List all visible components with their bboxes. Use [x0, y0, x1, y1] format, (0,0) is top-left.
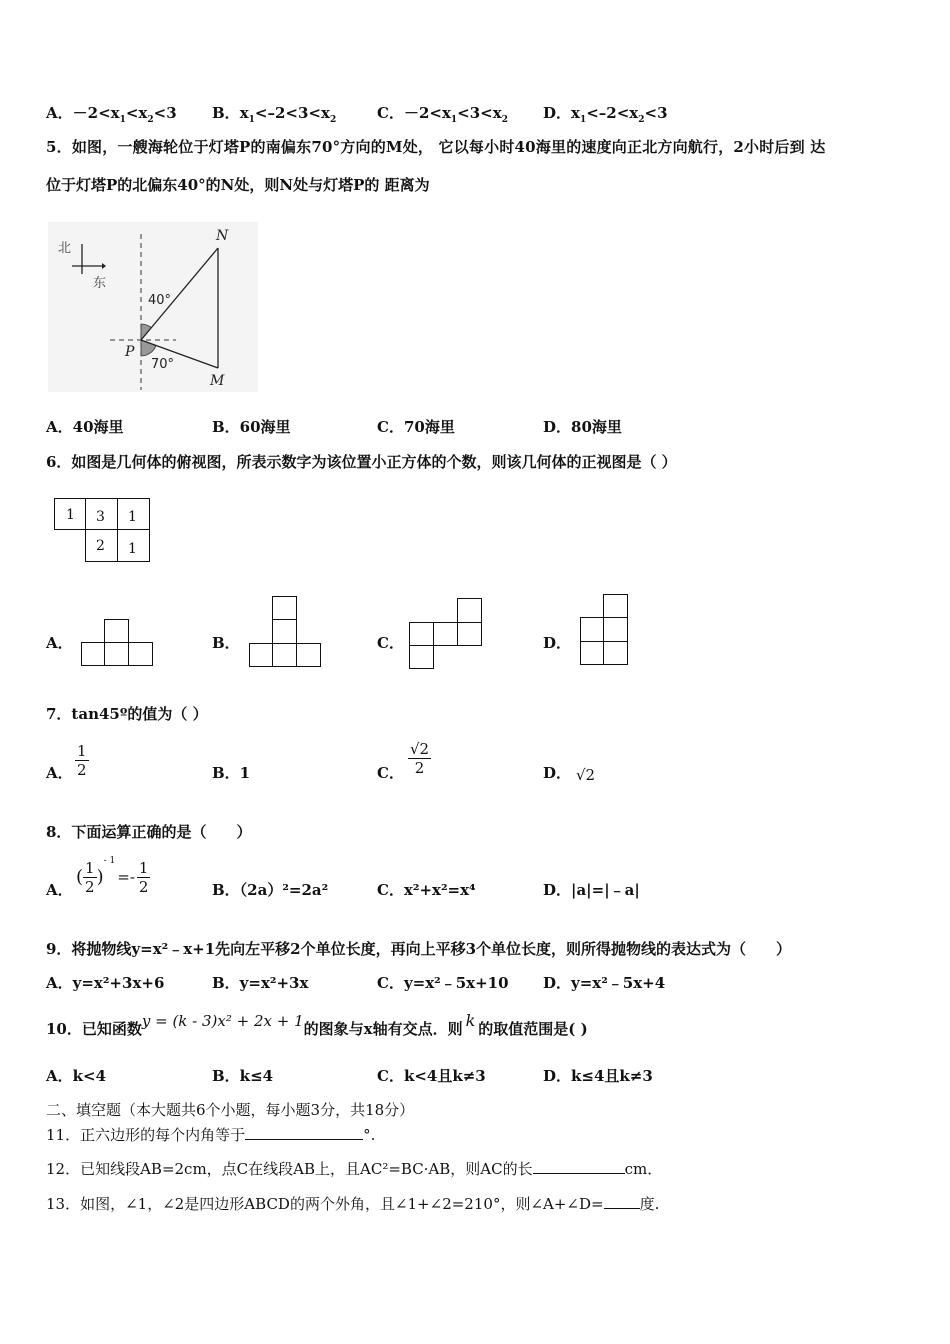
q7-option-c: C．	[377, 764, 404, 782]
q4-option-d: D．$x_1<-2<x_2<3$	[543, 104, 668, 125]
q11: 11．正六边形的每个内角等于 °.	[46, 1126, 376, 1144]
q7-option-d: D．	[543, 764, 572, 782]
q10-formula: y = (k - 3)x² + 2x + 1	[141, 1012, 304, 1030]
q9-option-d: D．y=x²﹣5x+4	[543, 974, 666, 992]
q7-option-b: B．1	[212, 764, 251, 782]
q7-option-a-fraction: $\frac{1}{2}$	[77, 742, 87, 779]
q12-answer-blank	[533, 1159, 625, 1174]
north-label: 北	[58, 241, 72, 256]
grid-number: 1	[66, 507, 75, 523]
q4-option-b: B．$x_1<-2<3<x_2$	[212, 104, 337, 125]
q6-option-a-label: A．	[46, 634, 73, 652]
q5-option-d: D．80海里	[543, 418, 622, 436]
q5-stem-line2: 位于灯塔P的北偏东40°的N处，则N处与灯塔P的 距离为	[46, 176, 430, 194]
point-M-label: M	[210, 373, 225, 389]
q5-figure	[48, 222, 258, 392]
q5-option-b: B．60海里	[212, 418, 291, 436]
q10-option-c: C．k<4且k≠3	[377, 1067, 486, 1085]
q5-option-c: C．70海里	[377, 418, 455, 436]
q10-k: k	[465, 1011, 476, 1030]
q6-option-b-figure	[249, 596, 323, 668]
q8-option-c: C．x²+x²=x⁴	[377, 881, 476, 899]
grid-number: 1	[128, 509, 137, 525]
q9-stem: 9．将抛物线y=x²﹣x+1先向左平移2个单位长度，再向上平移3个单位长度，则所得抛物线的表达式为（ ）	[46, 940, 792, 958]
q9-option-c: C．y=x²﹣5x+10	[377, 974, 509, 992]
q5-option-a: A．40海里	[46, 418, 124, 436]
q10-option-a: A．k<4	[46, 1067, 107, 1085]
q6-option-c-figure	[409, 598, 483, 670]
q10-stem: 10．已知函数y = (k - 3)x² + 2x + 1的图象与x轴有交点．则 k 的取值范围是( )	[46, 1011, 588, 1038]
q5-stem-line1: 5．如图，一艘海轮位于灯塔P的南偏东70°方向的M处， 它以每小时40海里的速度向正北方向航行，2小时后到 达	[46, 138, 826, 156]
point-N-label: N	[216, 228, 229, 244]
q7-option-d-value: √2	[576, 766, 596, 784]
point-P-label: P	[125, 344, 135, 360]
grid-number: 2	[96, 538, 105, 554]
q8-option-d: D．|a|=|﹣a|	[543, 881, 640, 899]
q4-option-c: C．$-2<x_1<3<x_2$	[377, 104, 508, 125]
q6-option-a-figure	[81, 619, 155, 667]
grid-number: 3	[96, 509, 105, 525]
q13-answer-blank	[604, 1194, 640, 1209]
q7-option-a: A．	[46, 764, 73, 782]
q8-stem: 8．下面运算正确的是（ ）	[46, 823, 252, 841]
q12: 12．已知线段AB=2cm，点C在线段AB上，且AC²=BC·AB，则AC的长 cm．	[46, 1160, 663, 1178]
q7-stem: 7．tan45º的值为（ ）	[46, 705, 208, 723]
east-label: 东	[93, 276, 107, 291]
q6-top-view-grid	[54, 498, 152, 564]
q10-option-b: B．k≤4	[212, 1067, 274, 1085]
q6-option-b-label: B．	[212, 634, 240, 652]
q6-option-d-figure	[580, 594, 630, 666]
angle-40-label: 40°	[148, 293, 172, 308]
q4-option-a: A．$-2<x_1<x_2<3$	[46, 104, 177, 125]
q6-option-c-label: C．	[377, 634, 404, 652]
q8-option-b: B．（2a）²=2a²	[212, 881, 329, 899]
q8-option-a-expression: ( $\frac{1}{2}$ )$^{- 1}$=- $\frac{1}{2}$	[76, 856, 149, 896]
q13: 13．如图，∠1，∠2是四边形ABCD的两个外角，且∠1+∠2=210°，则∠A+∠D= 度.	[46, 1195, 660, 1213]
q11-answer-blank	[245, 1125, 363, 1140]
q9-option-b: B．y=x²+3x	[212, 974, 309, 992]
q9-option-a: A．y=x²+3x+6	[46, 974, 165, 992]
angle-70-label: 70°	[151, 357, 175, 372]
q7-option-c-fraction: $\frac{√2}{2}$	[410, 740, 430, 777]
q10-option-d: D．k≤4且k≠3	[543, 1067, 653, 1085]
section-2-heading: 二、填空题（本大题共6个小题，每小题3分，共18分）	[46, 1101, 415, 1119]
q6-stem: 6．如图是几何体的俯视图，所表示数字为该位置小正方体的个数，则该几何体的正视图是（ ）	[46, 453, 677, 471]
q8-option-a: A．	[46, 881, 73, 899]
grid-number: 1	[128, 541, 137, 557]
q6-option-d-label: D．	[543, 634, 572, 652]
